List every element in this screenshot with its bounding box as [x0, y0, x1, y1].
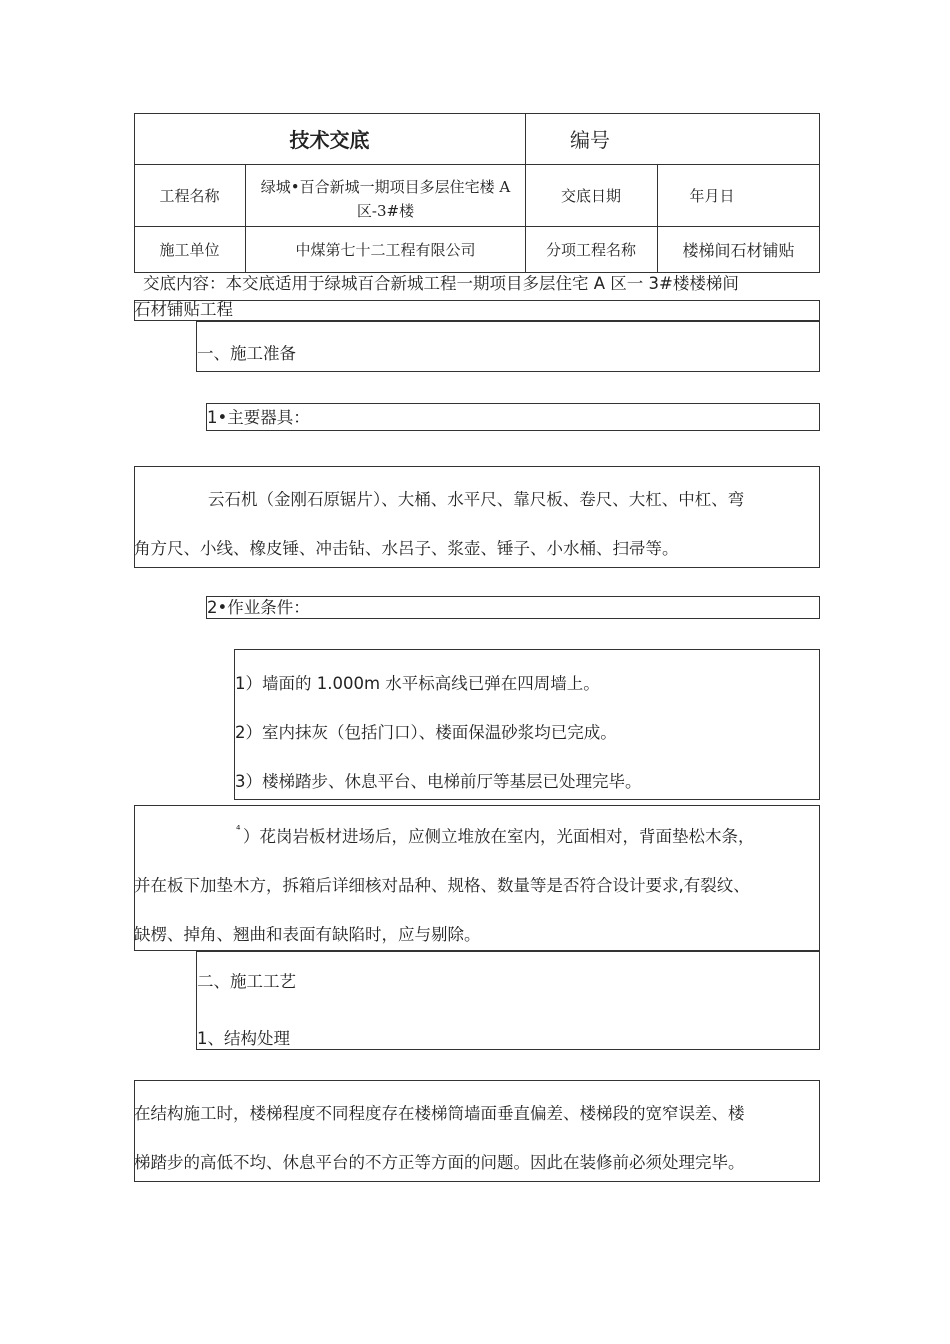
unit-label: 施工单位 — [159, 241, 220, 259]
project-name-value — [246, 164, 525, 226]
structure-line: 在结构施工时，楼梯程度不同程度存在楼梯筒墙面垂直偏差、楼梯段的宽窄误差、楼 — [134, 1104, 745, 1123]
subitem-value: 楼梯间石材铺贴 — [682, 241, 795, 260]
condition4-number: ⁴ — [236, 823, 241, 836]
date-label: 交底日期 — [560, 186, 621, 205]
project-name-line: 区-3#楼 — [356, 202, 415, 220]
unit-value: 中煤第七十二工程有限公司 — [295, 241, 476, 259]
sub2-title: 2•作业条件： — [207, 598, 310, 617]
condition4-line: 并在板下加垫木方，拆箱后详细核对品种、规格、数量等是否符合设计要求,有裂纹、 — [134, 876, 750, 895]
tools-line: 云石机（金刚石原锯片）、大桶、水平尺、靠尺板、卷尺、大杠、中杠、弯 — [208, 490, 745, 509]
condition-item: 2）室内抹灰（包括门口）、楼面保温砂浆均已完成。 — [235, 723, 617, 742]
structure-line: 梯踏步的高低不均、休息平台的不方正等方面的问题。因此在装修前必须处理完毕。 — [134, 1153, 745, 1172]
project-name-label: 工程名称 — [159, 186, 220, 205]
project-name-line: 绿城•百合新城一期项目多层住宅楼 A — [260, 178, 511, 196]
condition4-line: 缺楞、掉角、翘曲和表面有缺陷时，应与剔除。 — [134, 925, 481, 944]
sub3-title: 1、结构处理 — [197, 1029, 290, 1048]
intro-line: 石材铺贴工程 — [134, 300, 233, 319]
tools-line: 角方尺、小线、橡皮锤、冲击钻、水呂子、浆壶、锤子、小水桶、扫帚等。 — [134, 539, 679, 558]
section2-title: 二、施工工艺 — [197, 972, 296, 991]
condition-item: 1）墙面的 1.000m 水平标高线已弹在四周墙上。 — [235, 674, 600, 693]
number-label: 编号 — [570, 128, 610, 152]
intro-line: 交底内容：本交底适用于绿城百合新城工程一期项目多层住宅 A 区一 3#楼楼梯间 — [143, 274, 739, 293]
number-value — [657, 113, 820, 164]
section1-title: 一、施工准备 — [197, 344, 296, 363]
date-value: 年月日 — [689, 186, 735, 205]
doc-title: 技术交底 — [289, 128, 370, 152]
subitem-label: 分项工程名称 — [545, 241, 636, 259]
condition-item: 3）楼梯踏步、休息平台、电梯前厅等基层已处理完毕。 — [235, 772, 642, 791]
intro-box — [134, 300, 820, 321]
sub1-title: 1•主要器具： — [207, 408, 310, 427]
condition4-line: ）花岗岩板材进场后，应侧立堆放在室内，光面相对，背面垫松木条， — [243, 827, 755, 846]
